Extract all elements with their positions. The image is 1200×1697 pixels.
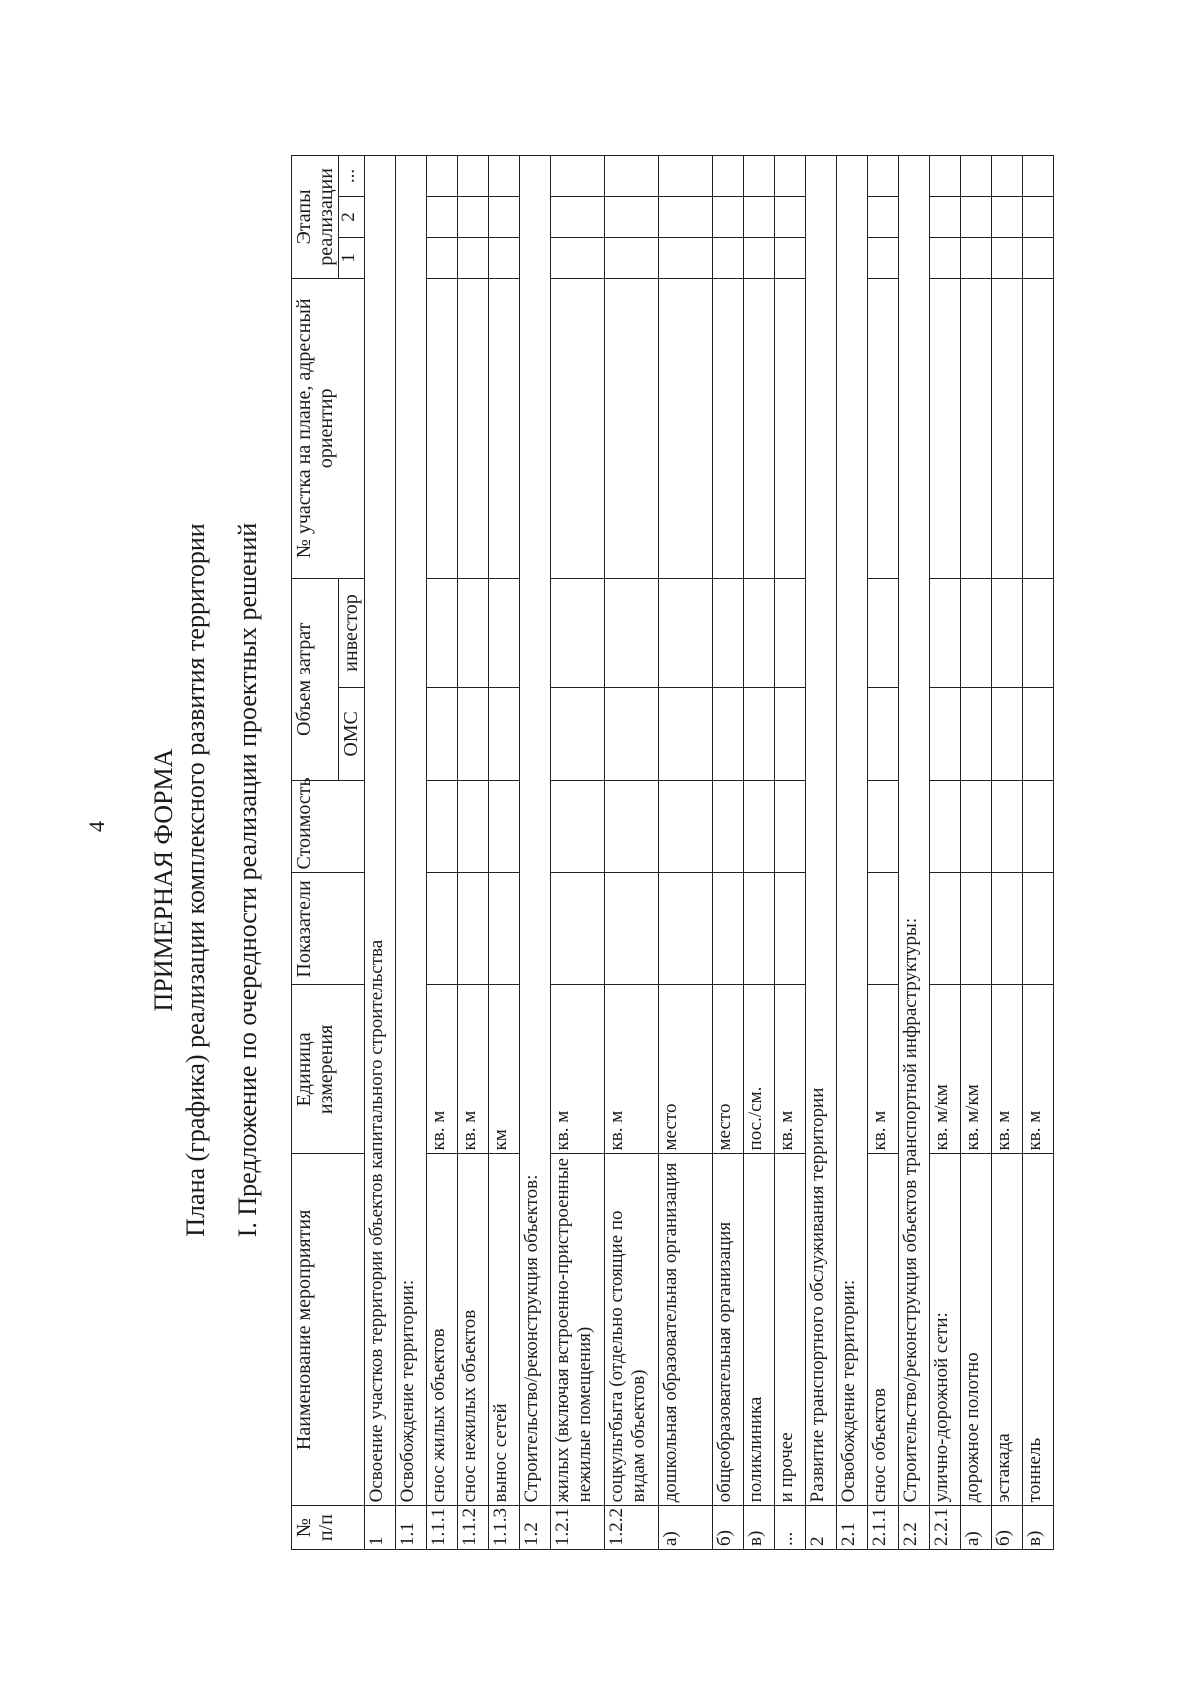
row-number: 2.2	[899, 1506, 930, 1550]
row-site	[930, 278, 961, 578]
row-stage-1	[458, 237, 489, 278]
row-unit: кв. м	[1023, 985, 1054, 1154]
row-name: снос жилых объектов	[427, 1154, 458, 1506]
row-stage-more	[992, 156, 1023, 197]
row-indicators	[1023, 873, 1054, 985]
row-stage-1	[961, 237, 992, 278]
row-stage-1	[605, 237, 659, 278]
header-volume-investor: инвестор	[339, 578, 365, 687]
row-volume-investor	[992, 578, 1023, 687]
row-number: 1.1.1	[427, 1506, 458, 1550]
row-stage-more	[713, 156, 744, 197]
row-volume-oms	[775, 688, 806, 781]
row-unit: кв. м	[775, 985, 806, 1154]
row-unit: место	[713, 985, 744, 1154]
row-unit: кв. м/км	[930, 985, 961, 1154]
header-cost: Стоимость	[292, 780, 365, 873]
row-number: ...	[775, 1506, 806, 1550]
row-number: 1.1	[396, 1506, 427, 1550]
table-row	[605, 156, 659, 1550]
header-stage-1: 1	[339, 237, 365, 278]
row-volume-investor	[930, 578, 961, 687]
row-stage-2	[427, 197, 458, 238]
row-stage-more	[659, 156, 713, 197]
row-unit: км	[489, 985, 520, 1154]
row-name: снос объектов	[868, 1154, 899, 1506]
row-stage-more	[961, 156, 992, 197]
row-cost	[551, 780, 605, 873]
row-site	[868, 278, 899, 578]
row-site	[961, 278, 992, 578]
table-row	[930, 156, 961, 1550]
row-volume-investor	[489, 578, 520, 687]
row-stage-2	[744, 197, 775, 238]
table-row	[899, 156, 930, 1550]
row-number: а)	[659, 1506, 713, 1550]
row-stage-1	[930, 237, 961, 278]
row-section-name: Строительство/реконструкция объектов:	[520, 156, 551, 1506]
row-cost	[868, 780, 899, 873]
row-site	[775, 278, 806, 578]
form-title: ПРИМЕРНАЯ ФОРМА	[149, 748, 178, 1012]
row-site	[659, 278, 713, 578]
row-indicators	[775, 873, 806, 985]
table-row	[365, 156, 396, 1550]
row-indicators	[961, 873, 992, 985]
row-site	[992, 278, 1023, 578]
row-unit: кв. м	[458, 985, 489, 1154]
row-unit: кв. м/км	[961, 985, 992, 1154]
row-cost	[458, 780, 489, 873]
row-stage-1	[1023, 237, 1054, 278]
row-cost	[1023, 780, 1054, 873]
table-row	[1023, 156, 1054, 1550]
row-volume-investor	[551, 578, 605, 687]
row-name: общеобразовательная организация	[713, 1154, 744, 1506]
row-name: снос нежилых объектов	[458, 1154, 489, 1506]
row-section-name: Развитие транспортного обслуживания территории	[806, 156, 837, 1506]
row-stage-more	[930, 156, 961, 197]
row-indicators	[992, 873, 1023, 985]
row-volume-oms	[458, 688, 489, 781]
row-volume-investor	[1023, 578, 1054, 687]
row-stage-2	[489, 197, 520, 238]
row-stage-1	[489, 237, 520, 278]
table-row	[551, 156, 605, 1550]
row-stage-more	[427, 156, 458, 197]
row-volume-investor	[713, 578, 744, 687]
row-section-name: Освоение участков территории объектов капитального строительства	[365, 156, 396, 1506]
row-stage-more	[1023, 156, 1054, 197]
row-name: и прочее	[775, 1154, 806, 1506]
header-volume-oms: ОМС	[339, 688, 365, 781]
implementation-plan-table	[291, 155, 1054, 1550]
table-row	[427, 156, 458, 1550]
row-unit: место	[659, 985, 713, 1154]
header-indicators: Показатели	[292, 873, 365, 985]
table-row	[806, 156, 837, 1550]
table-row	[396, 156, 427, 1550]
row-unit: кв. м	[868, 985, 899, 1154]
row-site	[427, 278, 458, 578]
row-stage-more	[775, 156, 806, 197]
row-volume-oms	[427, 688, 458, 781]
header-name: Наименование мероприятия	[292, 1154, 365, 1506]
row-volume-investor	[744, 578, 775, 687]
row-number: 2.2.1	[930, 1506, 961, 1550]
row-volume-oms	[992, 688, 1023, 781]
table-row	[992, 156, 1023, 1550]
row-indicators	[659, 873, 713, 985]
row-stage-more	[458, 156, 489, 197]
row-stage-2	[930, 197, 961, 238]
row-stage-1	[659, 237, 713, 278]
row-indicators	[868, 873, 899, 985]
row-volume-investor	[659, 578, 713, 687]
row-indicators	[458, 873, 489, 985]
row-volume-oms	[659, 688, 713, 781]
row-number: 1.2	[520, 1506, 551, 1550]
row-site	[713, 278, 744, 578]
row-section-name: Строительство/реконструкция объектов транспортной инфраструктуры:	[899, 156, 930, 1506]
row-stage-more	[489, 156, 520, 197]
row-stage-2	[713, 197, 744, 238]
row-number: в)	[1023, 1506, 1054, 1550]
row-number: 1.1.3	[489, 1506, 520, 1550]
row-cost	[489, 780, 520, 873]
row-volume-oms	[744, 688, 775, 781]
table-row	[458, 156, 489, 1550]
table-row	[961, 156, 992, 1550]
row-cost	[775, 780, 806, 873]
row-section-name: Освобождение территории:	[837, 156, 868, 1506]
row-stage-2	[605, 197, 659, 238]
row-site	[551, 278, 605, 578]
row-stage-2	[659, 197, 713, 238]
row-stage-1	[551, 237, 605, 278]
row-volume-investor	[605, 578, 659, 687]
row-cost	[713, 780, 744, 873]
row-unit: кв. м	[605, 985, 659, 1154]
row-stage-more	[868, 156, 899, 197]
row-name: тоннель	[1023, 1154, 1054, 1506]
row-volume-oms	[713, 688, 744, 781]
row-stage-2	[551, 197, 605, 238]
row-volume-oms	[868, 688, 899, 781]
row-indicators	[713, 873, 744, 985]
row-number: 1.1.2	[458, 1506, 489, 1550]
row-volume-investor	[868, 578, 899, 687]
row-stage-2	[1023, 197, 1054, 238]
row-stage-more	[744, 156, 775, 197]
row-unit: кв. м	[992, 985, 1023, 1154]
row-site	[458, 278, 489, 578]
row-section-name: Освобождение территории:	[396, 156, 427, 1506]
row-cost	[427, 780, 458, 873]
row-number: в)	[744, 1506, 775, 1550]
row-number: б)	[713, 1506, 744, 1550]
page-number: 4	[84, 821, 109, 832]
row-site	[489, 278, 520, 578]
row-volume-investor	[458, 578, 489, 687]
row-cost	[659, 780, 713, 873]
row-name: соцкультбыта (отдельно стоящие по видам объектов)	[605, 1154, 659, 1506]
row-number: 2	[806, 1506, 837, 1550]
row-indicators	[489, 873, 520, 985]
header-stage-2: 2	[339, 197, 365, 238]
row-cost	[961, 780, 992, 873]
row-stage-2	[458, 197, 489, 238]
row-stage-2	[992, 197, 1023, 238]
row-name: жилых (включая встроенно-пристроенные нежилые помещения)	[551, 1154, 605, 1506]
row-number: 2.1	[837, 1506, 868, 1550]
row-cost	[930, 780, 961, 873]
row-unit: кв. м	[427, 985, 458, 1154]
row-name: дошкольная образовательная организация	[659, 1154, 713, 1506]
row-stage-more	[551, 156, 605, 197]
row-volume-oms	[1023, 688, 1054, 781]
table-row	[659, 156, 713, 1550]
row-unit: кв. м	[551, 985, 605, 1154]
header-stages: Этапы реализации	[292, 156, 339, 279]
row-indicators	[744, 873, 775, 985]
header-stage-more: ...	[339, 156, 365, 197]
header-site: № участка на плане, адресный ориентир	[292, 278, 365, 578]
row-stage-1	[775, 237, 806, 278]
table-row	[713, 156, 744, 1550]
row-volume-investor	[427, 578, 458, 687]
row-number: 2.1.1	[868, 1506, 899, 1550]
header-volume: Объем затрат	[292, 578, 339, 780]
row-cost	[992, 780, 1023, 873]
row-indicators	[605, 873, 659, 985]
row-site	[1023, 278, 1054, 578]
row-site	[744, 278, 775, 578]
row-number: а)	[961, 1506, 992, 1550]
table-row	[868, 156, 899, 1550]
row-unit: пос./см.	[744, 985, 775, 1154]
row-indicators	[551, 873, 605, 985]
section-title: I. Предложение по очередности реализации проектных решений	[233, 522, 263, 1238]
row-indicators	[427, 873, 458, 985]
row-cost	[744, 780, 775, 873]
row-name: вынос сетей	[489, 1154, 520, 1506]
row-volume-oms	[605, 688, 659, 781]
row-number: б)	[992, 1506, 1023, 1550]
table-row	[520, 156, 551, 1550]
rotated-page-content	[148, 155, 1068, 1605]
row-number: 1.2.2	[605, 1506, 659, 1550]
row-name: эстакада	[992, 1154, 1023, 1506]
row-stage-2	[775, 197, 806, 238]
row-indicators	[930, 873, 961, 985]
row-stage-1	[427, 237, 458, 278]
row-site	[605, 278, 659, 578]
row-stage-1	[744, 237, 775, 278]
table-body	[365, 156, 1054, 1550]
row-stage-2	[961, 197, 992, 238]
row-name: поликлиника	[744, 1154, 775, 1506]
row-volume-oms	[961, 688, 992, 781]
row-stage-1	[992, 237, 1023, 278]
header-unit: Единица измерения	[292, 985, 365, 1154]
row-cost	[605, 780, 659, 873]
table-row	[744, 156, 775, 1550]
row-stage-1	[713, 237, 744, 278]
row-stage-2	[868, 197, 899, 238]
table-row	[775, 156, 806, 1550]
table-row	[489, 156, 520, 1550]
header-num: № п/п	[292, 1506, 365, 1550]
row-volume-investor	[961, 578, 992, 687]
row-stage-1	[868, 237, 899, 278]
row-stage-more	[605, 156, 659, 197]
row-number: 1.2.1	[551, 1506, 605, 1550]
row-volume-oms	[489, 688, 520, 781]
row-volume-oms	[930, 688, 961, 781]
row-volume-oms	[551, 688, 605, 781]
row-name: дорожное полотно	[961, 1154, 992, 1506]
row-volume-investor	[775, 578, 806, 687]
row-name: улично-дорожной сети:	[930, 1154, 961, 1506]
table-row	[837, 156, 868, 1550]
row-number: 1	[365, 1506, 396, 1550]
form-subtitle: Плана (графика) реализации комплексного развития территории	[180, 523, 210, 1237]
